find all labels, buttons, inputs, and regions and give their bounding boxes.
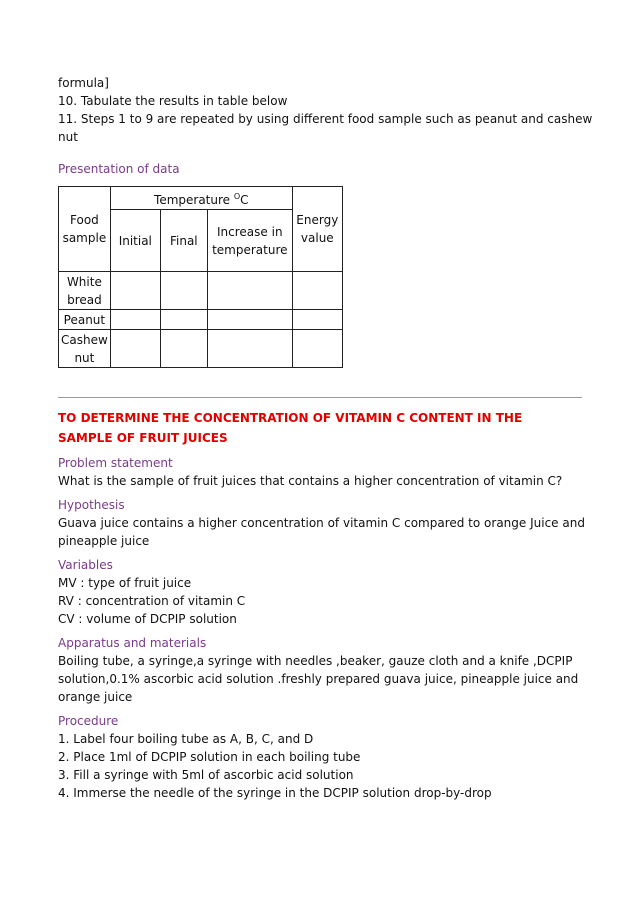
table-cell xyxy=(207,272,292,310)
food-sample-header: Food sample xyxy=(59,187,111,272)
results-table xyxy=(58,186,343,368)
text-line: nut xyxy=(58,130,78,144)
table-cell xyxy=(207,310,292,330)
table-cell xyxy=(292,272,342,310)
text-line: formula] xyxy=(58,76,109,90)
problem-heading: Problem statement xyxy=(58,456,173,470)
row-label: Peanut xyxy=(59,310,111,330)
table-cell xyxy=(110,330,160,368)
text-line: MV : type of fruit juice xyxy=(58,576,192,590)
table-row xyxy=(59,272,343,310)
table-row xyxy=(59,310,343,330)
text-line: RV : concentration of vitamin C xyxy=(58,594,246,608)
section-divider xyxy=(58,397,582,398)
row-label: White bread xyxy=(59,272,111,310)
text-line: CV : volume of DCPIP solution xyxy=(58,612,237,626)
text-line: solution,0.1% ascorbic acid solution .freshly prepared guava juice, pineapple juice and xyxy=(58,672,579,686)
text-line: Guava juice contains a higher concentration of vitamin C compared to orange Juice and xyxy=(58,516,585,530)
apparatus-heading: Apparatus and materials xyxy=(58,636,207,650)
table-cell xyxy=(160,330,207,368)
text-line: 3. Fill a syringe with 5ml of ascorbic acid solution xyxy=(58,768,354,782)
procedure-heading: Procedure xyxy=(58,714,119,728)
initial-header: Initial xyxy=(110,210,160,272)
energy-header: Energy value xyxy=(292,187,342,272)
hypothesis-heading: Hypothesis xyxy=(58,498,125,512)
table-row xyxy=(59,330,343,368)
vitamin-c-section xyxy=(58,408,583,802)
temperature-header: Temperature $^O$C xyxy=(110,187,292,210)
increase-header: Increase in temperature xyxy=(207,210,292,272)
table-cell xyxy=(292,310,342,330)
text-line: Boiling tube, a syringe,a syringe with needles ,beaker, gauze cloth and a knife ,DCPIP xyxy=(58,654,573,668)
section-title: TO DETERMINE THE CONCENTRATION OF VITAMIN C CONTENT IN THE xyxy=(58,411,523,425)
text-line: 11. Steps 1 to 9 are repeated by using different food sample such as peanut and cashew xyxy=(58,112,593,126)
text-line: orange juice xyxy=(58,690,133,704)
document-page xyxy=(58,74,593,368)
table-cell xyxy=(160,310,207,330)
text-line: pineapple juice xyxy=(58,534,150,548)
text-line: 10. Tabulate the results in table below xyxy=(58,94,288,108)
row-label: Cashew nut xyxy=(59,330,111,368)
table-cell xyxy=(292,330,342,368)
final-header: Final xyxy=(160,210,207,272)
text-line: 1. Label four boiling tube as A, B, C, and D xyxy=(58,732,314,746)
variables-heading: Variables xyxy=(58,558,113,572)
section-title: SAMPLE OF FRUIT JUICES xyxy=(58,431,228,445)
text-line: 2. Place 1ml of DCPIP solution in each boiling tube xyxy=(58,750,361,764)
text-line: 4. Immerse the needle of the syringe in the DCPIP solution drop-by-drop xyxy=(58,786,492,800)
table-cell xyxy=(160,272,207,310)
table-cell xyxy=(110,310,160,330)
presentation-heading: Presentation of data xyxy=(58,162,180,176)
problem-text: What is the sample of fruit juices that contains a higher concentration of vitamin C? xyxy=(58,474,563,488)
table-cell xyxy=(207,330,292,368)
table-cell xyxy=(110,272,160,310)
